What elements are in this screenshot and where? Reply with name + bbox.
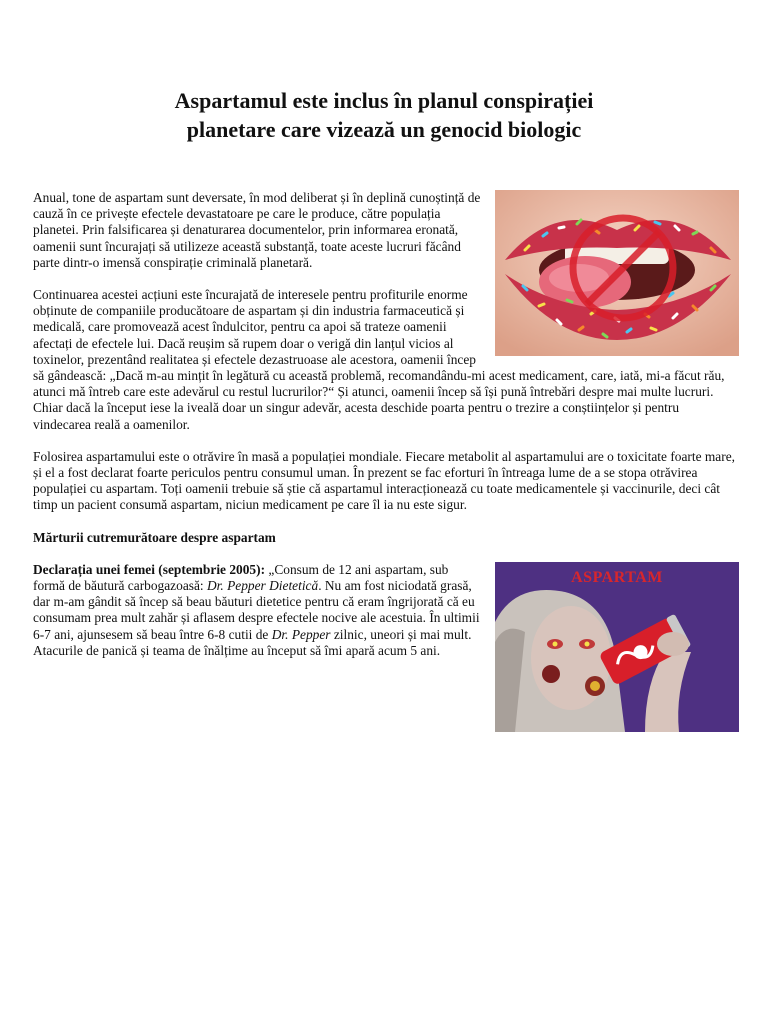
image-caption-aspartam: ASPARTAM	[571, 568, 663, 586]
title-line-1: Aspartamul este inclus în planul conspirației	[174, 88, 594, 113]
paragraph-1: Anual, tone de aspartam sunt deversate, în mod deliberat și în deplină cunoștință de cauză în ce privește efectele devastatoare pe care le produce, către populația planetei. Prin falsificarea și denaturarea documentelor, prin informarea eronată, oamenii sunt încurajați să utilizeze această substanță, toate aceste lucruri făcând parte dintr-o imensă conspirație criminală planetară.	[33, 190, 481, 270]
paragraph-3: Folosirea aspartamului este o otrăvire în masă a populației mondiale. Fiecare metabolit al aspartamului are o toxicitate foarte mare, și el a fost declarat foarte periculos pentru consumul uman. În prezent se fac eforturi în întreaga lume de a se stopa otrăvirea populației cu aspartam. Toți oamenii trebuie să știe că aspartamul interacționează cu toate medicamentele și vaccinurile, deci cât timp un pacient consumă aspartam, niciun medicament pe care îl ia nu este sigur.	[33, 448, 736, 513]
paragraph-2: Continuarea acestei acțiuni este încurajată de interesele pentru profiturile enorme obținute de companiile producătoare de aspartam și din industria farmaceutică și medicală, care promovează acest îndulcitor, pentru ca apoi să trateze oamenii afectați de efectele lui. Dacă reușim să rupem doar o verigă din lanțul vicios al toxinelor, prezentând realitatea și efectele dezastruoase ale acestora, oamenii încep să gândească: „Dacă m-au mințit în legătură cu această problemă, recomandându-mi acest medicament, care, iată, mi-a făcut rău, atunci mă întreb care este adevărul cu restul lucrurilor?“ Și atunci, oamenii încep să își pună întrebări despre mai multe lucruri. Chiar dacă la început iese la iveală doar un singur adevăr, acesta deschide poarta pentru o trezire a conștiințelor și pentru vindecarea reală a oamenilor.	[33, 287, 725, 432]
page-title	[60, 86, 708, 144]
title-line-2: planetare care vizează un genocid biologic	[186, 117, 582, 142]
testimony-text-2: . Nu am fost niciodată grasă, dar m-am gândit să încep să beau băuturi dietetice pentru că eram îngrijorată că eu consumam prea mult zahăr și aflasem despre efectele nocive ale acestuia. În ultimii 6-7 ani, ajunsesem să beau între 6-8 cutii de	[33, 578, 480, 642]
lips-sprinkles-image	[495, 190, 739, 356]
testimony-brand-1: Dr. Pepper Dietetică	[207, 578, 319, 594]
testimony-text-1: „Consum de 12 ani aspartam, sub formă de băutură carbogazoasă:	[33, 561, 449, 594]
testimony-lead: Declarația unei femei (septembrie 2005):	[33, 561, 266, 577]
testimony-brand-2: Dr. Pepper	[271, 626, 331, 642]
article-body	[33, 190, 739, 738]
testimony-text-3: zilnic, uneori și mai mult. Atacurile de panică și teama de înălțime au început să îmi apară acum 5 ani.	[33, 626, 472, 658]
section-heading: Mărturii cutremurătoare despre aspartam	[33, 529, 276, 545]
woman-drinking-soda-image	[495, 562, 739, 732]
